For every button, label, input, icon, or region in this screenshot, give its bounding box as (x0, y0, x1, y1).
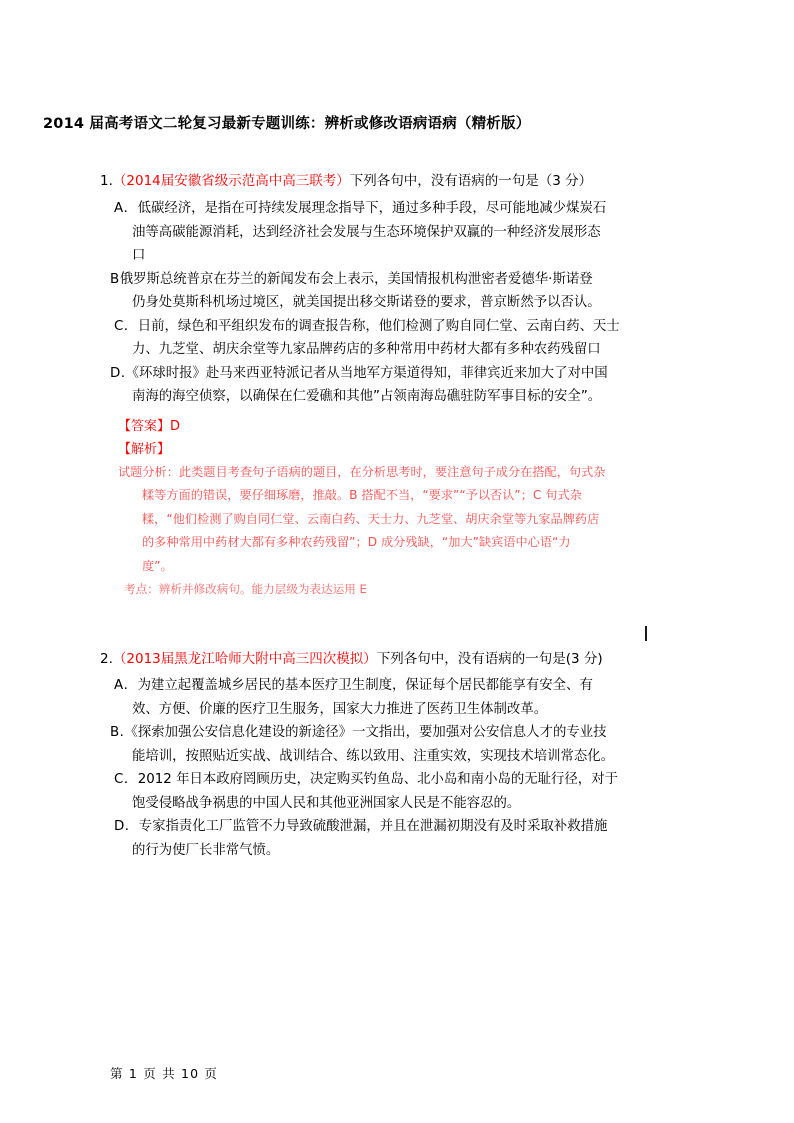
option-c-line-2: 力、九芝堂、胡庆余堂等九家品牌药店的多种常用中药材大都有多种农药残留口 (132, 342, 601, 357)
question-1-option-a (100, 197, 700, 221)
question-1-option-c-cont (100, 338, 700, 362)
answer-value: D (170, 418, 181, 434)
q2-option-label-d: D． (114, 819, 139, 834)
question-1-option-b-cont (100, 291, 700, 315)
question-2-option-a (100, 674, 700, 698)
question-1-stem (100, 170, 700, 193)
question-1-number: 1. (100, 173, 113, 189)
question-2-number: 2. (100, 651, 113, 667)
option-a-line-2: 油等高碳能源消耗，达到经济社会发展与生态环境保护双赢的一种经济发展形态 (132, 224, 601, 240)
option-b-line-1: 俄罗斯总统普京在芬兰的新闻发布会上表示，美国情报机构泄密者爱德华·斯诺登 (119, 271, 593, 287)
q2-option-label-c: C． (114, 772, 138, 787)
option-d-line-1: 《环球时报》赴马来西亚特派记者从当地军方渠道得知，菲律宾近来加大了对中国 (125, 365, 608, 381)
question-2-prompt: 下列各句中，没有语病的一句是(3 分) (376, 651, 603, 667)
option-a-line-1: 低碳经济，是指在可持续发展理念指导下，通过多种手段，尽可能地减少煤炭石 (137, 201, 607, 216)
question-2-option-c (100, 768, 700, 792)
question-1-kaodian: 考点：辨析并修改病句。能力层级为表达运用 E (124, 582, 367, 596)
analysis-line-2: 糅等方面的错误，要仔细琢磨，推敲。B 搭配不当，“要求”“予以否认”；C 句式杂 (142, 488, 582, 502)
question-1-option-a-cont (100, 221, 700, 245)
option-d-line-2: 南海的海空侦察，以确保在仁爱礁和其他”占领南海岛礁驻防军事目标的安全”。 (132, 389, 602, 404)
q2-option-b-line-2: 能培训，按照贴近实战、战训结合、练以致用、注重实效，实现技术培训常态化。 (132, 748, 615, 764)
option-label-d: D. (110, 365, 126, 381)
analysis-line-3: 糅，“他们检测了购自同仁堂、云南白药、天士力、九芝堂、胡庆余堂等九家品牌药店 (142, 511, 600, 526)
question-block-1 (100, 170, 700, 600)
question-1-source: （2014届安徽省级示范高中高三联考） (112, 173, 350, 189)
option-b-line-2: 仍身处莫斯科机场过境区，就美国提出移交斯诺登的要求，普京断然予以否认。 (132, 295, 601, 310)
question-1-option-c (100, 315, 700, 339)
analysis-line-4: 的多种常用中药材大都有多种农药残留”；D 成分残缺，“加大”缺宾语中心语“力 (142, 535, 571, 549)
option-label-a: A． (114, 201, 138, 216)
question-1-option-d (100, 362, 700, 386)
option-label-c: C． (114, 318, 138, 334)
option-a-line-3: 口 (132, 248, 146, 263)
question-2-option-b-cont (100, 745, 700, 769)
q2-option-b-line-1: 《探索加强公安信息化建设的新途径》一文指出，要加强对公安信息人才的专业技 (124, 725, 607, 740)
question-2-option-a-cont (100, 698, 700, 722)
q2-option-c-line-2: 饱受侵略战争祸患的中国人民和其他亚洲国家人民是不能容忍的。 (132, 795, 521, 811)
question-2-option-b (100, 721, 700, 745)
question-1-analysis (100, 461, 700, 579)
question-2-source: （2013届黑龙江哈师大附中高三四次模拟） (112, 651, 377, 667)
q2-option-c-line-1: 2012 年日本政府罔顾历史，决定购买钓鱼岛、北小岛和南小岛的无耻行径，对于 (137, 772, 618, 787)
question-1-option-b (100, 268, 700, 292)
option-c-line-1: 日前，绿色和平组织发布的调查报告称，他们检测了购自同仁堂、云南白药、天士 (137, 318, 620, 334)
question-1-option-a-cont2 (100, 244, 700, 268)
page-title: 2014 届高考语文二轮复习最新专题训练：辨析或修改语病语病（精析版） (43, 116, 531, 132)
q2-option-d-line-2: 的行为使厂长非常气愤。 (132, 842, 280, 858)
question-1-jiexi-label: 【解析】 (118, 441, 171, 457)
q2-option-d-line-1: 专家指责化工厂监管不力导致硫酸泄漏，并且在泄漏初期没有及时采取补救措施 (138, 819, 608, 834)
question-2-option-d-cont (100, 839, 700, 863)
question-1-option-d-cont (100, 385, 700, 409)
q2-option-label-a: A． (114, 678, 138, 693)
analysis-line-5: 度”。 (142, 558, 173, 573)
question-2-stem (100, 648, 700, 671)
option-label-b: B (110, 271, 120, 287)
q2-option-a-line-1: 为建立起覆盖城乡居民的基本医疗卫生制度，保证每个居民都能享有安全、有 (137, 678, 593, 693)
q2-option-label-b: B. (110, 725, 125, 740)
question-2-option-c-cont (100, 792, 700, 816)
analysis-line-1: 试题分析：此类题目考查句子语病的题目，在分析思考时，要注意句子成分在搭配，句式杂 (118, 464, 606, 479)
text-caret-icon (645, 626, 647, 641)
answer-label: 【答案】 (118, 418, 171, 434)
question-block-2 (100, 648, 700, 862)
question-1-prompt: 下列各句中，没有语病的一句是（3 分） (349, 173, 593, 189)
page-footer: 第 1 页 共 10 页 (110, 1066, 219, 1081)
q2-option-a-line-2: 效、方便、价廉的医疗卫生服务，国家大力推进了医药卫生体制改革。 (132, 701, 548, 717)
question-1-answer (100, 415, 700, 438)
question-2-option-d (100, 815, 700, 839)
